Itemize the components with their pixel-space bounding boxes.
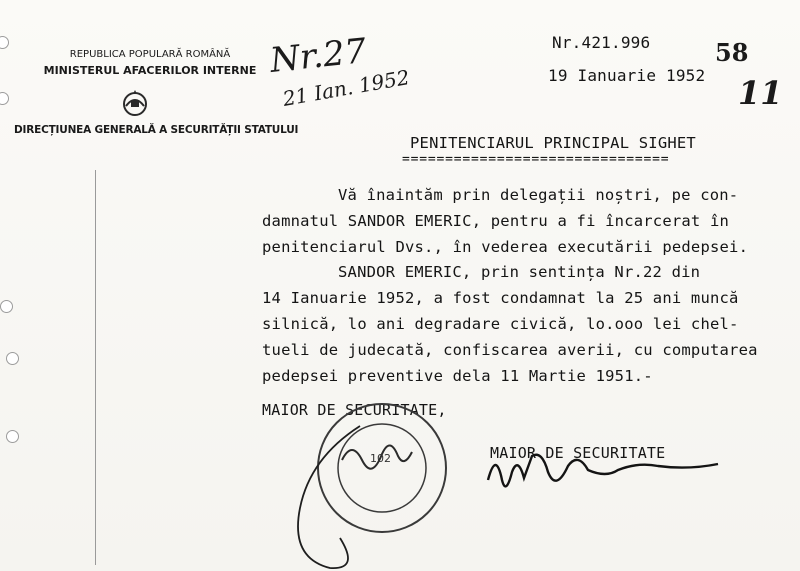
body-line: SANDOR EMERIC, prin sentința Nr.22 din (338, 263, 701, 281)
registration-number: Nr.421.996 (552, 33, 651, 52)
document-date: 19 Ianuarie 1952 (548, 66, 706, 85)
addressee-title: PENITENCIARUL PRINCIPAL SIGHET (410, 134, 696, 152)
margin-mark: 11 (738, 74, 783, 112)
state-emblem-icon (120, 88, 150, 118)
stamp-number: 102 (370, 452, 391, 465)
handwritten-reg-date: 21 Ian. 1952 (280, 65, 412, 111)
margin-fold-line (95, 170, 96, 565)
binder-hole (0, 92, 9, 105)
binder-hole (0, 36, 9, 49)
left-signature-scribble-icon (270, 418, 390, 571)
body-line: Vă înaintăm prin delegații noștri, pe con- (338, 186, 739, 204)
binder-hole (6, 352, 19, 365)
handwritten-reg-number: Nr.27 (268, 31, 369, 81)
page-number-mark: 58 (715, 38, 749, 67)
addressee-underline: =============================== (402, 152, 670, 167)
binder-hole (6, 430, 19, 443)
right-signature-title: MAIOR DE SECURITATE (490, 444, 666, 462)
republic-heading: REPUBLICA POPULARĂ ROMÂNĂ (69, 49, 231, 60)
body-line: 14 Ianuarie 1952, a fost condamnat la 25 ani muncă (262, 289, 739, 307)
right-signature-scribble-icon (482, 438, 742, 498)
binder-hole (0, 300, 13, 313)
body-line: tueli de judecată, confiscarea averii, cu computarea (262, 341, 758, 359)
left-signature-title: MAIOR DE SECURITATE, (262, 401, 447, 419)
body-line: pedepsei preventive dela 11 Martie 1951.- (262, 367, 653, 385)
directorate-heading: DIRECȚIUNEA GENERALĂ A SECURITĂȚII STATULUI (14, 124, 299, 136)
body-line: damnatul SANDOR EMERIC, pentru a fi încarcerat în (262, 212, 730, 230)
body-line: penitenciarul Dvs., în vederea executării pedepsei. (262, 238, 749, 256)
ministry-heading: MINISTERUL AFACERILOR INTERNE (43, 64, 257, 77)
body-line: silnică, lo ani degradare civică, lo.ooo lei chel- (262, 315, 739, 333)
